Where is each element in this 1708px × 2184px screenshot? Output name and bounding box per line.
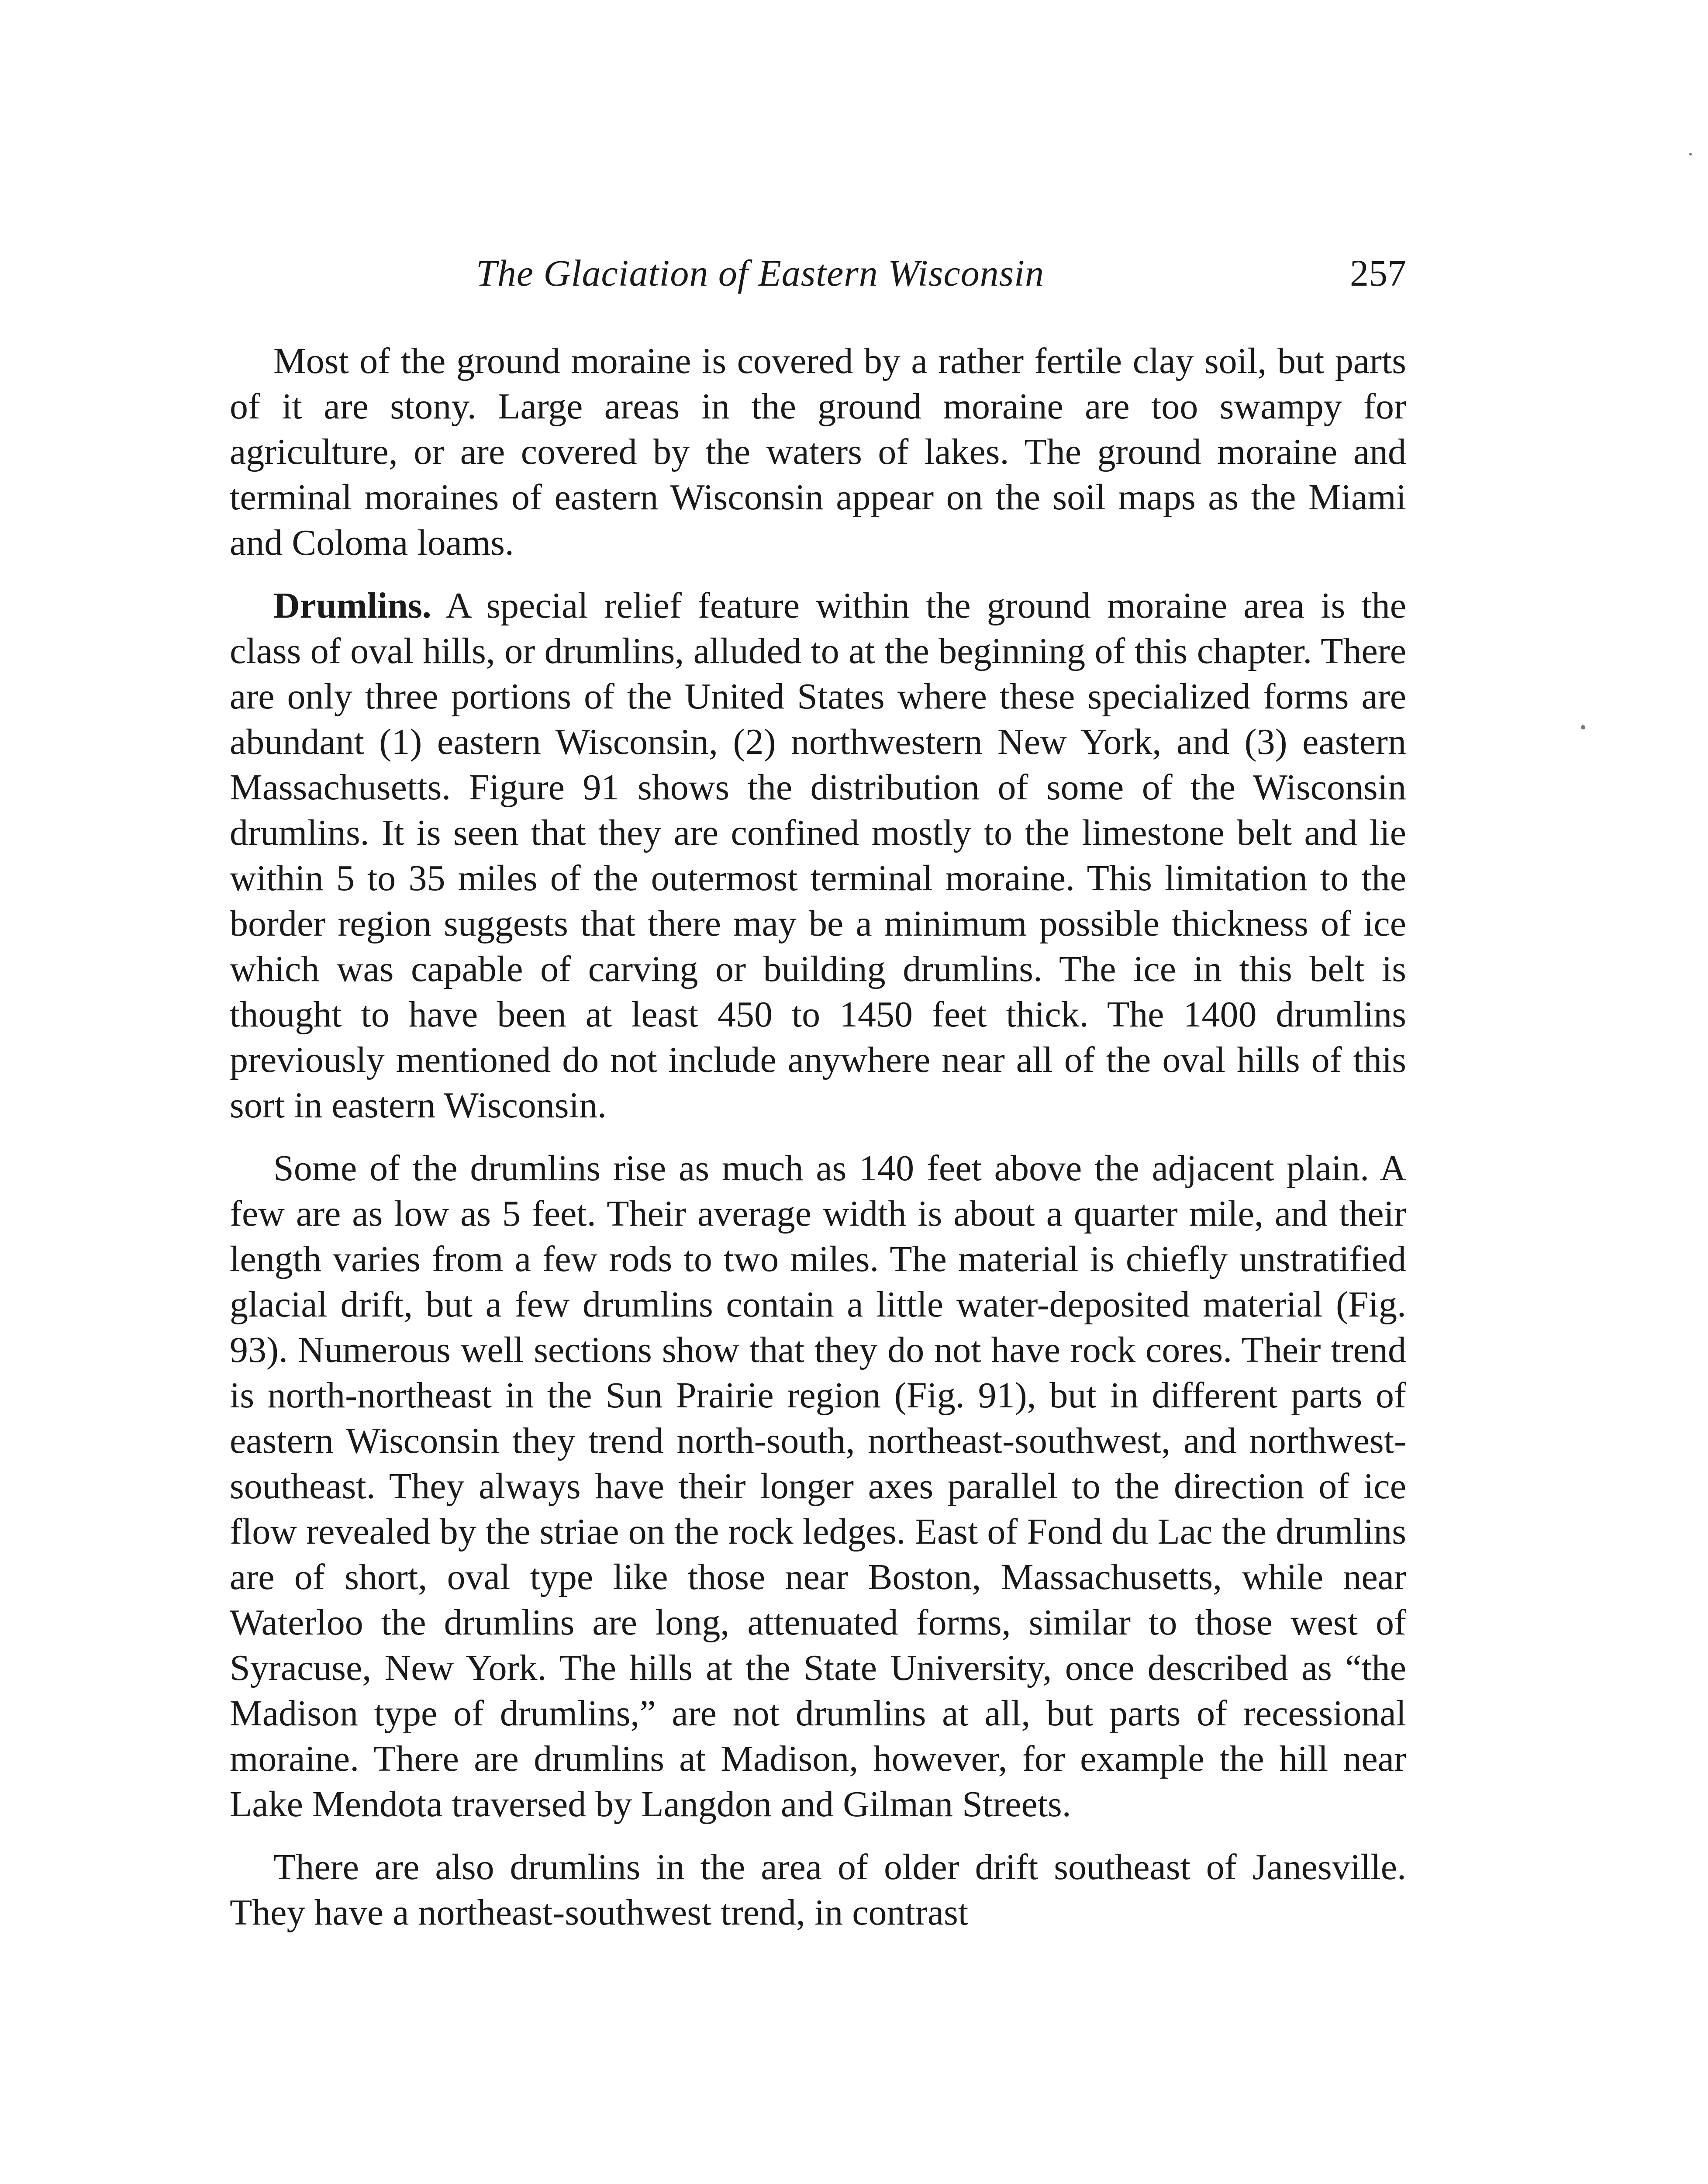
body-text xyxy=(230,339,1406,1935)
paper-speck xyxy=(1689,153,1692,156)
page-number: 257 xyxy=(1350,252,1406,294)
running-title: The Glaciation of Eastern Wisconsin xyxy=(476,252,1045,294)
paragraph-2-text: A special relief feature within the ground moraine area is the class of oval hills, or drumlins, alluded to at the beginning of this chapter. There are only three portions of the United States where these specialized forms are abundant (1) eastern Wisconsin, (2) northwestern New York, and (3) eastern Massachusetts. Figure 91 shows the distribution of some of the Wisconsin drumlins. It is seen that they are confined mostly to the limestone belt and lie within 5 to 35 miles of the outermost terminal moraine. This limitation to the border region suggests that there may be a minimum possible thickness of ice which was capable of carving or building drumlins. The ice in this belt is thought to have been at least 450 to 1450 feet thick. The 1400 drumlins previously mentioned do not include anywhere near all of the oval hills of this sort in eastern Wisconsin. xyxy=(230,585,1406,1126)
paragraph-1-text: Most of the ground moraine is covered by a rather fertile clay soil, but parts of it are stony. Large areas in the ground moraine are too swampy for agriculture, or are covered by the waters of lakes. The ground moraine and terminal moraines of eastern Wisconsin appear on the soil maps as the Miami and Coloma loams. xyxy=(230,341,1406,563)
paragraph-1 xyxy=(230,339,1406,566)
paragraph-3 xyxy=(230,1146,1406,1827)
paragraph-4-text: There are also drumlins in the area of older drift southeast of Janesville. They have a northeast-southwest trend, in contrast xyxy=(230,1847,1406,1933)
running-head xyxy=(476,245,1406,301)
section-heading-drumlins: Drumlins. xyxy=(273,585,431,626)
paragraph-3-text: Some of the drumlins rise as much as 140 feet above the adjacent plain. A few are as low as 5 feet. Their average width is about a quarter mile, and their length varies from a few rods to two miles. The material is chiefly unstratified glacial drift, but a few drumlins contain a little water-deposited material (Fig. 93). Numerous well sections show that they do not have rock cores. Their trend is north-northeast in the Sun Prairie region (Fig. 91), but in different parts of eastern Wisconsin they trend north-south, northeast-southwest, and northwest-southeast. They always have their longer axes parallel to the direction of ice flow revealed by the striae on the rock ledges. East of Fond du Lac the drumlins are of short, oval type like those near Boston, Massachusetts, while near Waterloo the drumlins are long, attenuated forms, similar to those west of Syracuse, New York. The hills at the State University, once described as “the Madison type of drumlins,” are not drumlins at all, but parts of recessional moraine. There are drumlins at Madison, however, for example the hill near Lake Mendota traversed by Langdon and Gilman Streets. xyxy=(230,1148,1406,1825)
paragraph-4 xyxy=(230,1845,1406,1935)
paragraph-2 xyxy=(230,583,1406,1128)
paper-speck xyxy=(1581,725,1585,729)
